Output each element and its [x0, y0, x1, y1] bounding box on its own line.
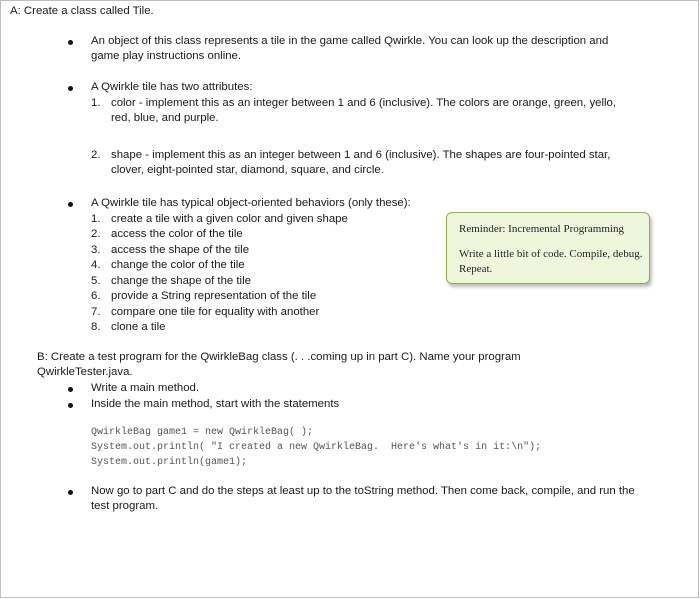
part-a-bullet-attributes: A Qwirkle tile has two attributes:	[91, 81, 253, 93]
reminder-callout	[446, 212, 650, 284]
list-item-number: 8.	[91, 321, 101, 333]
attribute-number: 1.	[91, 97, 101, 109]
bullet-icon	[68, 403, 73, 408]
code-line: QwirkleBag game1 = new QwirkleBag( );	[91, 427, 314, 438]
code-line: System.out.println( "I created a new QwirkleBag. Here's what's in it:\n");	[91, 442, 542, 453]
list-item: change the shape of the tile	[111, 275, 251, 287]
bullet-icon	[68, 40, 73, 45]
list-item-number: 4.	[91, 259, 101, 271]
part-a-bullet-description: An object of this class represents a tile in the game called Qwirkle. You can look up the description and game play instructions online.	[91, 35, 609, 62]
code-line: System.out.println(game1);	[91, 457, 248, 468]
bullet-icon	[68, 86, 73, 91]
list-item-number: 7.	[91, 306, 101, 318]
list-item: compare one tile for equality with another	[111, 306, 320, 318]
attribute-color: color - implement this as an integer between 1 and 6 (inclusive). The colors are orange, green, yello, red, blue, and purple.	[111, 97, 617, 124]
reminder-title: Reminder: Incremental Programming	[459, 223, 624, 235]
list-item: change the color of the tile	[111, 259, 245, 271]
part-b-bullet-next: Now go to part C and do the steps at least up to the toString method. Then come back, compile, and run the test program.	[91, 485, 635, 512]
reminder-body: Write a little bit of code. Compile, debug. Repeat.	[459, 248, 643, 275]
list-item: access the color of the tile	[111, 228, 243, 240]
list-item-number: 3.	[91, 244, 101, 256]
part-b-bullet-main: Write a main method.	[91, 382, 200, 394]
bullet-icon	[68, 490, 73, 495]
list-item-number: 1.	[91, 213, 101, 225]
part-b-bullet-statements: Inside the main method, start with the statements	[91, 398, 340, 410]
list-item: create a tile with a given color and given shape	[111, 213, 348, 225]
list-item-number: 5.	[91, 275, 101, 287]
list-item: access the shape of the tile	[111, 244, 250, 256]
bullet-icon	[68, 202, 73, 207]
part-a-heading: A: Create a class called Tile.	[10, 5, 154, 17]
part-a-bullet-behaviors: A Qwirkle tile has typical object-oriented behaviors (only these):	[91, 197, 411, 209]
part-b-heading: B: Create a test program for the QwirkleBag class (. . .coming up in part C). Name your program QwirkleTester.java.	[37, 351, 521, 378]
bullet-icon	[68, 387, 73, 392]
list-item: clone a tile	[111, 321, 166, 333]
list-item: provide a String representation of the tile	[111, 290, 317, 302]
list-item-number: 6.	[91, 290, 101, 302]
attribute-shape: shape - implement this as an integer between 1 and 6 (inclusive). The shapes are four-pointed star, clover, eight-pointed star, diamond, square, and circle.	[111, 149, 611, 176]
attribute-number: 2.	[91, 149, 101, 161]
list-item-number: 2.	[91, 228, 101, 240]
